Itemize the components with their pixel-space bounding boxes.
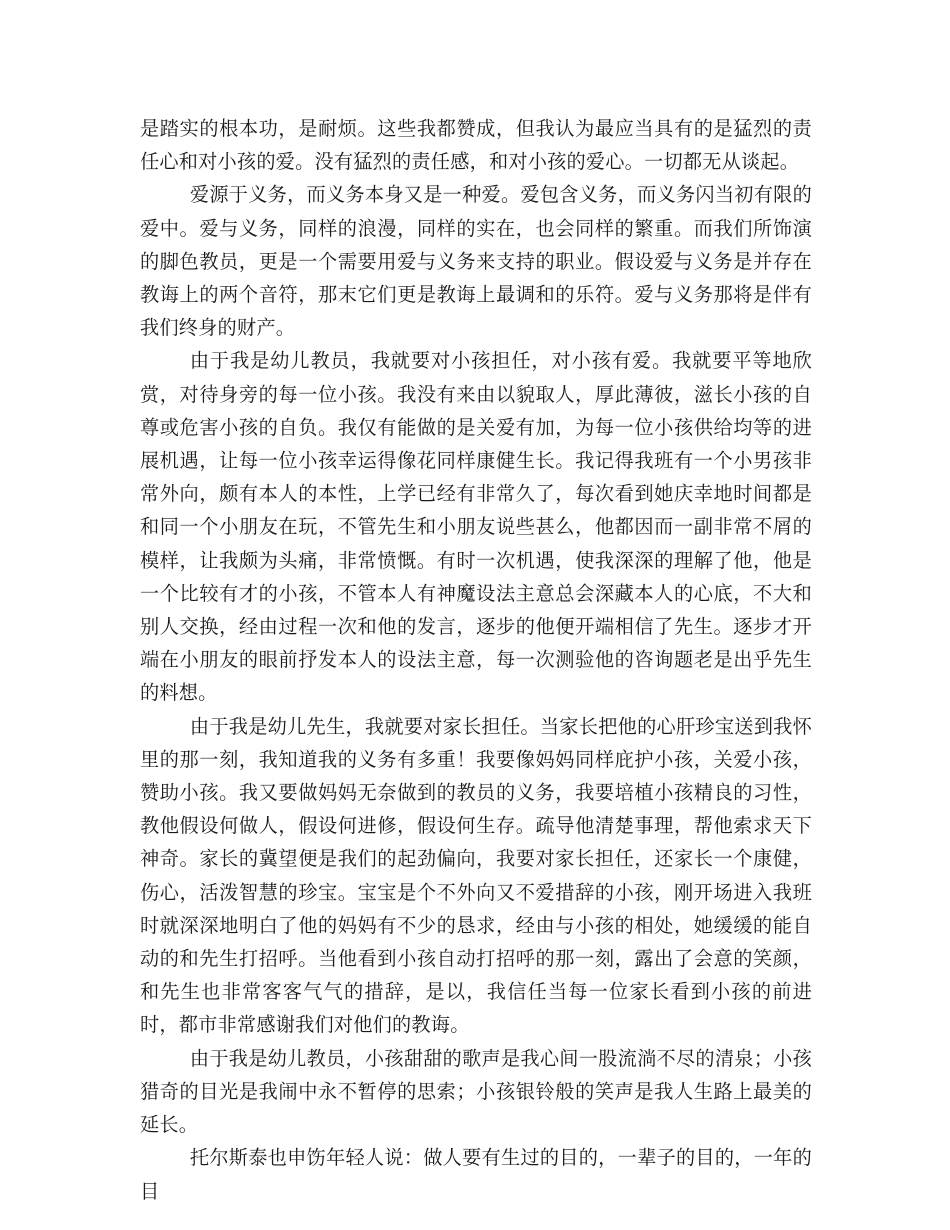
paragraph-3: 由于我是幼儿教员，我就要对小孩担任，对小孩有爱。我就要平等地欣赏，对待身旁的每一位小孩。我没有来由以貌取人，厚此薄彼，滋长小孩的自尊或危害小孩的自负。我仅有能做的是关爱有加，为每一位小孩供给均等的进展机遇，让每一位小孩幸运得像花同样康健生长。我记得我班有一个小男孩非常外向，颇有本人的本性，上学已经有非常久了，每次看到她庆幸地时间都是和同一个小朋友在玩，不管先生和小朋友说些甚么，他都因而一副非常不屑的模样，让我颇为头痛，非常愤慨。有时一次机遇，使我深深的理解了他，他是一个比较有才的小孩，不管本人有神魔设法主意总会深藏本人的心底，不大和别人交换，经由过程一次和他的发言，逐步的他便开端相信了先生。逐步才开端在小朋友的眼前抒发本人的设法主意，每一次测验他的咨询题老是出乎先生的料想。 [140, 349, 812, 705]
document-body [140, 112, 812, 1208]
paragraph-4: 由于我是幼儿先生，我就要对家长担任。当家长把他的心肝珍宝送到我怀里的那一刻，我知道我的义务有多重！我要像妈妈同样庇护小孩，关爱小孩，赞助小孩。我又要做妈妈无奈做到的教员的义务，我要培植小孩精良的习性，教他假设何做人，假设何进修，假设何生存。疏导他清楚事理，帮他索求天下神奇。家长的冀望便是我们的起劲偏向，我要对家长担任，还家长一个康健，伤心，活泼智慧的珍宝。宝宝是个不外向又不爱措辞的小孩，刚开场进入我班时就深深地明白了他的妈妈有不少的恳求，经由与小孩的相处，她缓缓的能自动的和先生打招呼。当他看到小孩自动打招呼的那一刻，露出了会意的笑颜，和先生也非常客客气气的措辞，是以，我信任当每一位家长看到小孩的前进时，都市非常感谢我们对他们的教诲。 [140, 714, 812, 1037]
paragraph-6: 托尔斯泰也申饬年轻人说：做人要有生过的目的，一辈子的目的，一年的目 [140, 1146, 812, 1203]
paragraph-1: 是踏实的根本功，是耐烦。这些我都赞成，但我认为最应当具有的是猛烈的责任心和对小孩的爱。没有猛烈的责任感，和对小孩的爱心。一切都无从谈起。 [140, 117, 812, 174]
paragraph-5: 由于我是幼儿教员，小孩甜甜的歌声是我心间一股流淌不尽的清泉；小孩猎奇的目光是我闹中永不暂停的思索；小孩银铃般的笑声是我人生路上最美的延长。 [140, 1046, 812, 1137]
paragraph-2: 爱源于义务，而义务本身又是一种爱。爱包含义务，而义务闪当初有限的爱中。爱与义务，同样的浪漫，同样的实在，也会同样的繁重。而我们所饰演的脚色教员，更是一个需要用爱与义务来支持的职业。假设爱与义务是并存在教诲上的两个音符，那末它们更是教诲上最调和的乐符。爱与义务那将是伴有我们终身的财产。 [140, 183, 812, 340]
